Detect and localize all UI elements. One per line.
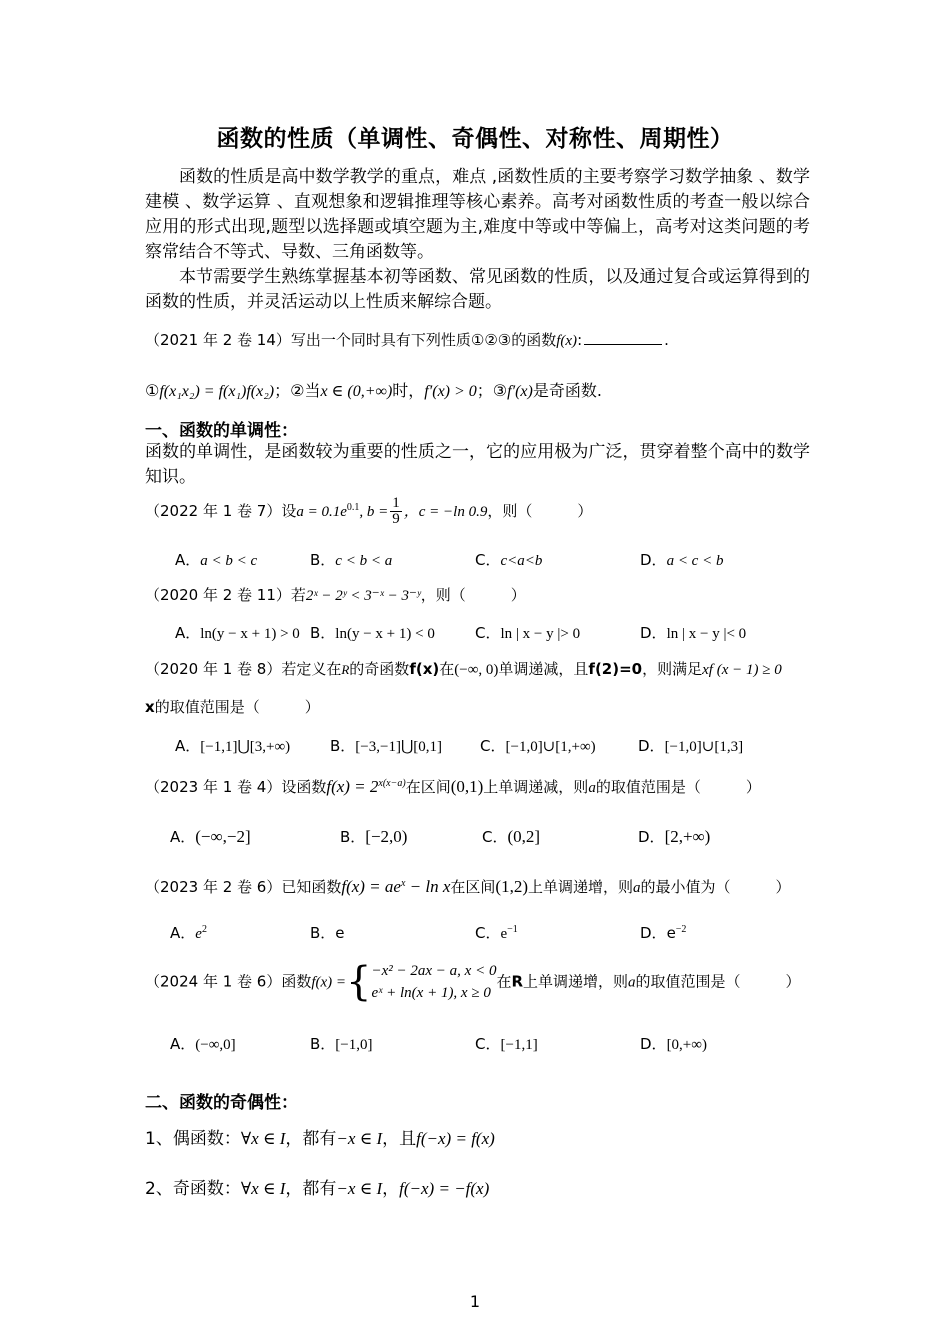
question-2020-1-8: （2020 年 1 卷 8）若定义在R的奇函数f(x)在(−∞, 0)单调递减，且f(2)=0，则满足xf (x − 1) ≥ 0 <box>145 660 782 678</box>
option-c[interactable]: C．$e^{-1}$ <box>475 924 518 942</box>
option-a[interactable]: A．a < b < c <box>175 551 258 569</box>
even-function-definition: 1、偶函数：∀x ∈ I，都有−x ∈ I，且f(−x) = f(x) <box>145 1129 495 1149</box>
page-number: 1 <box>469 1292 481 1311</box>
question-2023-1-4: （2023 年 1 卷 4）设函数$f(x) = 2^{x(x-a)}$在区间(0,1)上单调递减，则a的取值范围是（ ） <box>145 777 761 796</box>
option-a[interactable]: A．[−1,1]⋃[3,+∞) <box>175 737 291 755</box>
question-2024-1-6: （2024 年 1 卷 6）函数f(x) ={ −x² − 2ax − a, x < 0 eˣ + ln(x + 1), x ≥ 0 在R上单调递增，则a的取值范围是（ ） <box>145 959 801 1005</box>
option-b[interactable]: B．c < b < a <box>310 551 393 569</box>
option-c[interactable]: C．[−1,1] <box>475 1035 538 1053</box>
option-d[interactable]: D．[0,+∞) <box>640 1035 707 1053</box>
option-a[interactable]: A．$e^2$ <box>170 924 207 942</box>
fraction-one-ninth: $\frac{1}{9}$ <box>392 495 400 527</box>
option-b[interactable]: B．ln(y − x + 1) < 0 <box>310 624 435 642</box>
option-d[interactable]: D．a < c < b <box>640 551 724 569</box>
option-d[interactable]: D．[2,+∞) <box>638 827 711 846</box>
question-2022-7: （2022 年 1 卷 7）设$a = 0.1e^{0.1}$, b = $\frac{1}{9}$ ，c = −ln 0.9，则（ ） <box>145 495 593 527</box>
question-2021-14: （2021 年 2 卷 14）写出一个同时具有下列性质①②③的函数f(x): . <box>145 331 669 349</box>
option-b[interactable]: B．[−3,−1]⋃[0,1] <box>330 737 443 755</box>
option-c[interactable]: C．c<a<b <box>475 551 543 569</box>
page-title: 函数的性质（单调性、奇偶性、对称性、周期性） <box>216 126 734 152</box>
option-d[interactable]: D．$e^{-2}$ <box>640 924 687 942</box>
question-2023-2-6: （2023 年 2 卷 6）已知函数$f(x) = ae^x - \ln x$在区间(1,2)上单调递增，则a的最小值为（ ） <box>145 877 791 896</box>
option-c[interactable]: C．(0,2] <box>482 827 541 846</box>
option-b[interactable]: B．[−1,0] <box>310 1035 373 1053</box>
option-a[interactable]: A．(−∞,0] <box>170 1035 236 1053</box>
option-b[interactable]: B．e <box>310 924 345 942</box>
odd-function-definition: 2、奇函数：∀x ∈ I，都有−x ∈ I，f(−x) = −f(x) <box>145 1179 490 1199</box>
answer-blank[interactable] <box>584 330 662 345</box>
option-b[interactable]: B．[−2,0) <box>340 827 408 846</box>
option-a[interactable]: A．ln(y − x + 1) > 0 <box>175 624 300 642</box>
option-d[interactable]: D．ln | x − y |< 0 <box>640 624 747 642</box>
option-a[interactable]: A．(−∞,−2] <box>170 827 251 846</box>
section-1-heading: 一、函数的单调性： <box>145 421 298 441</box>
option-d[interactable]: D．[−1,0]∪[1,3] <box>638 737 744 755</box>
option-c[interactable]: C．[−1,0]∪[1,+∞) <box>480 737 596 755</box>
piecewise-cases: −x² − 2ax − a, x < 0 eˣ + ln(x + 1), x ≥ 0 <box>371 963 497 1001</box>
question-2021-14-properties: ①f(x₁x₂) = f(x₁)f(x₂)；②当x ∈ (0,+∞)时，f′(x) > 0；③f′(x)是奇函数. <box>145 381 602 400</box>
question-2020-2-11: （2020 年 2 卷 11）若2ˣ − 2ʸ < 3⁻ˣ − 3⁻ʸ，则（ ） <box>145 586 526 604</box>
option-c[interactable]: C．ln | x − y |> 0 <box>475 624 581 642</box>
section-1-description: 函数的单调性，是函数较为重要的性质之一，它的应用极为广泛，贯穿着整个高中的数学知识。 <box>145 442 810 487</box>
question-2020-1-8-line2: x的取值范围是（ ） <box>145 698 320 716</box>
piecewise-brace: { <box>346 959 372 1005</box>
intro-paragraph-1: 函数的性质是高中数学教学的重点，难点 ,函数性质的主要考察学习数学抽象 、数学建模 、数学运算 、直观想象和逻辑推理等核心素养。高考对函数性质的考查一般以综合应用的形式出现,题型以选择题或填空题为主,难度中等或中等偏上，高考对这类问题的考察常结合不等式、导数、三角函数等。 <box>145 167 810 262</box>
section-2-heading: 二、函数的奇偶性： <box>145 1093 298 1113</box>
intro-paragraph-2: 本节需要学生熟练掌握基本初等函数、常见函数的性质，以及通过复合或运算得到的函数的性质，并灵活运动以上性质来解综合题。 <box>145 267 810 312</box>
